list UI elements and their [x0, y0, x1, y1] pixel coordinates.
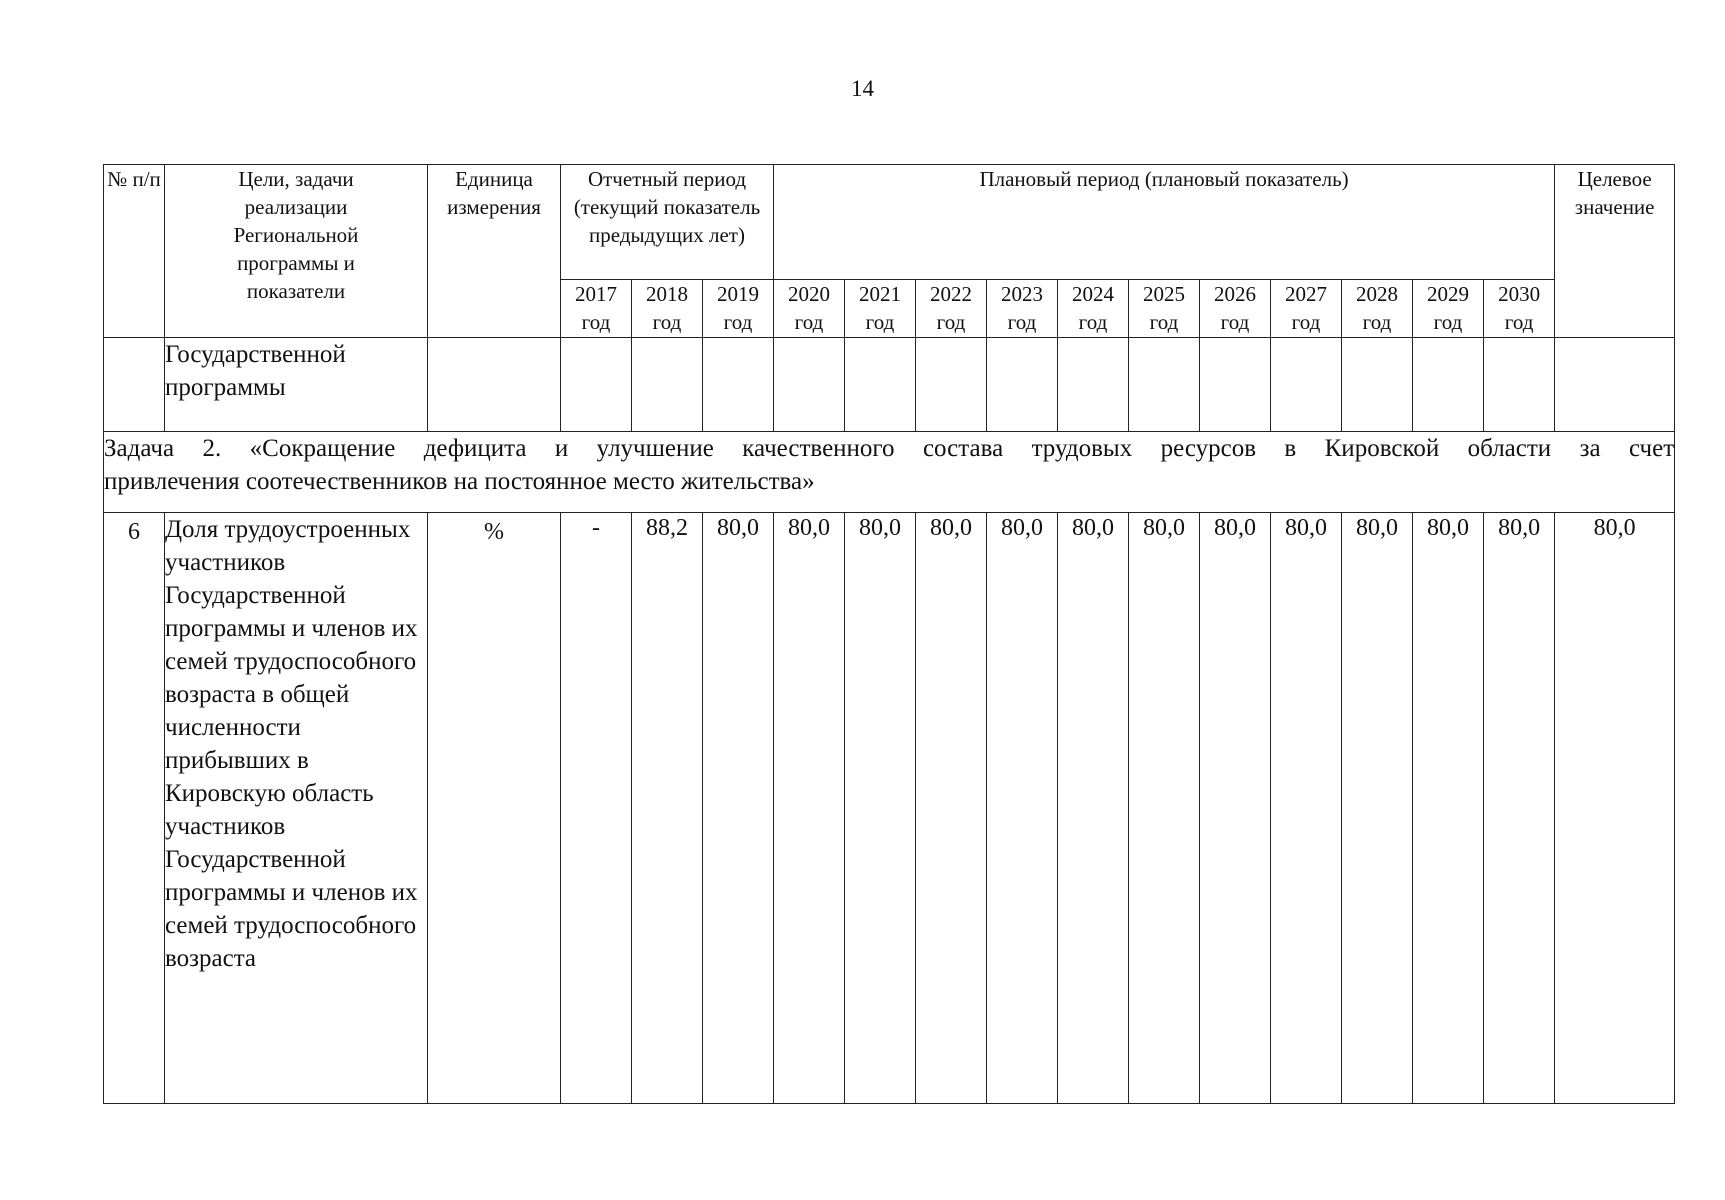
indicator-value: 80,0 [987, 513, 1058, 1104]
indicator-value: - [561, 513, 632, 1104]
year-header [1200, 280, 1271, 338]
year-suffix: год [1362, 310, 1392, 334]
task-line-2: привлечения соотечественников на постоянное место жительства» [104, 468, 815, 495]
year-header [1484, 280, 1555, 338]
task-row [104, 432, 1675, 513]
year-label: 2024 [1072, 282, 1114, 306]
indicator-value: 80,0 [845, 513, 916, 1104]
indicator-value: 80,0 [916, 513, 987, 1104]
task-line-1: Задача 2. «Сокращение дефицита и улучшение качественного состава трудовых ресурсов в Кировской области за счет [104, 435, 1675, 462]
year-suffix: год [1007, 310, 1037, 334]
year-label: 2018 [646, 282, 688, 306]
year-label: 2025 [1143, 282, 1185, 306]
indicators-table [103, 164, 1675, 1104]
indicator-value: 88,2 [632, 513, 703, 1104]
year-label: 2030 [1498, 282, 1541, 306]
year-header [774, 280, 845, 338]
year-header [703, 280, 774, 338]
indicator-num: 6 [104, 513, 165, 1104]
year-header [1058, 280, 1129, 338]
year-header [845, 280, 916, 338]
year-header [632, 280, 703, 338]
indicator-value: 80,0 [1129, 513, 1200, 1104]
year-suffix: год [794, 310, 824, 334]
header-unit: Единица измерения [428, 165, 561, 338]
year-suffix: год [581, 310, 611, 334]
indicator-value: 80,0 [1484, 513, 1555, 1104]
year-label: 2021 [859, 282, 901, 306]
indicator-value: 80,0 [774, 513, 845, 1104]
indicator-target: 80,0 [1555, 513, 1675, 1104]
indicator-value: 80,0 [1200, 513, 1271, 1104]
year-header [1413, 280, 1484, 338]
indicator-value: 80,0 [1058, 513, 1129, 1104]
continuation-num-cell [104, 338, 165, 432]
year-label: 2019 [717, 282, 759, 306]
indicator-name: Доля трудоустроенных участников Государственной программы и членов их семей трудоспособного возраста в общей численности прибывших в Кировскую область участников Государственной программы и членов их семей трудоспособного возраста [165, 513, 428, 1104]
indicator-unit: % [428, 513, 561, 1104]
header-goals: Цели, задачи реализации Региональной программы и показатели [165, 165, 428, 338]
header-target-value: Целевое значение [1555, 165, 1675, 338]
year-suffix: год [865, 310, 895, 334]
indicator-value: 80,0 [1271, 513, 1342, 1104]
header-num: № п/п [104, 165, 165, 338]
year-header [1342, 280, 1413, 338]
year-label: 2027 [1285, 282, 1327, 306]
year-suffix: год [1504, 310, 1534, 334]
header-reporting-period: Отчетный период (текущий показатель предыдущих лет) [561, 165, 774, 280]
indicator-value: 80,0 [1342, 513, 1413, 1104]
year-label: 2023 [1001, 282, 1043, 306]
year-header [987, 280, 1058, 338]
year-suffix: год [723, 310, 753, 334]
year-label: 2020 [788, 282, 830, 306]
year-suffix: год [936, 310, 966, 334]
page-number: 14 [851, 76, 874, 101]
year-header [1271, 280, 1342, 338]
year-label: 2026 [1214, 282, 1256, 306]
year-suffix: год [652, 310, 682, 334]
indicator-value: 80,0 [703, 513, 774, 1104]
indicator-value: 80,0 [1413, 513, 1484, 1104]
year-suffix: год [1149, 310, 1179, 334]
year-header [561, 280, 632, 338]
year-header [1129, 280, 1200, 338]
year-suffix: год [1078, 310, 1108, 334]
year-header [916, 280, 987, 338]
indicator-row [104, 513, 1675, 1104]
year-label: 2028 [1356, 282, 1398, 306]
year-suffix: год [1291, 310, 1321, 334]
year-label: 2022 [930, 282, 972, 306]
header-planned-period: Плановый период (плановый показатель) [774, 165, 1555, 280]
continuation-text: Государственной программы [165, 338, 428, 432]
year-label: 2029 [1427, 282, 1469, 306]
year-suffix: год [1220, 310, 1250, 334]
year-suffix: год [1433, 310, 1463, 334]
year-label: 2017 [575, 282, 617, 306]
